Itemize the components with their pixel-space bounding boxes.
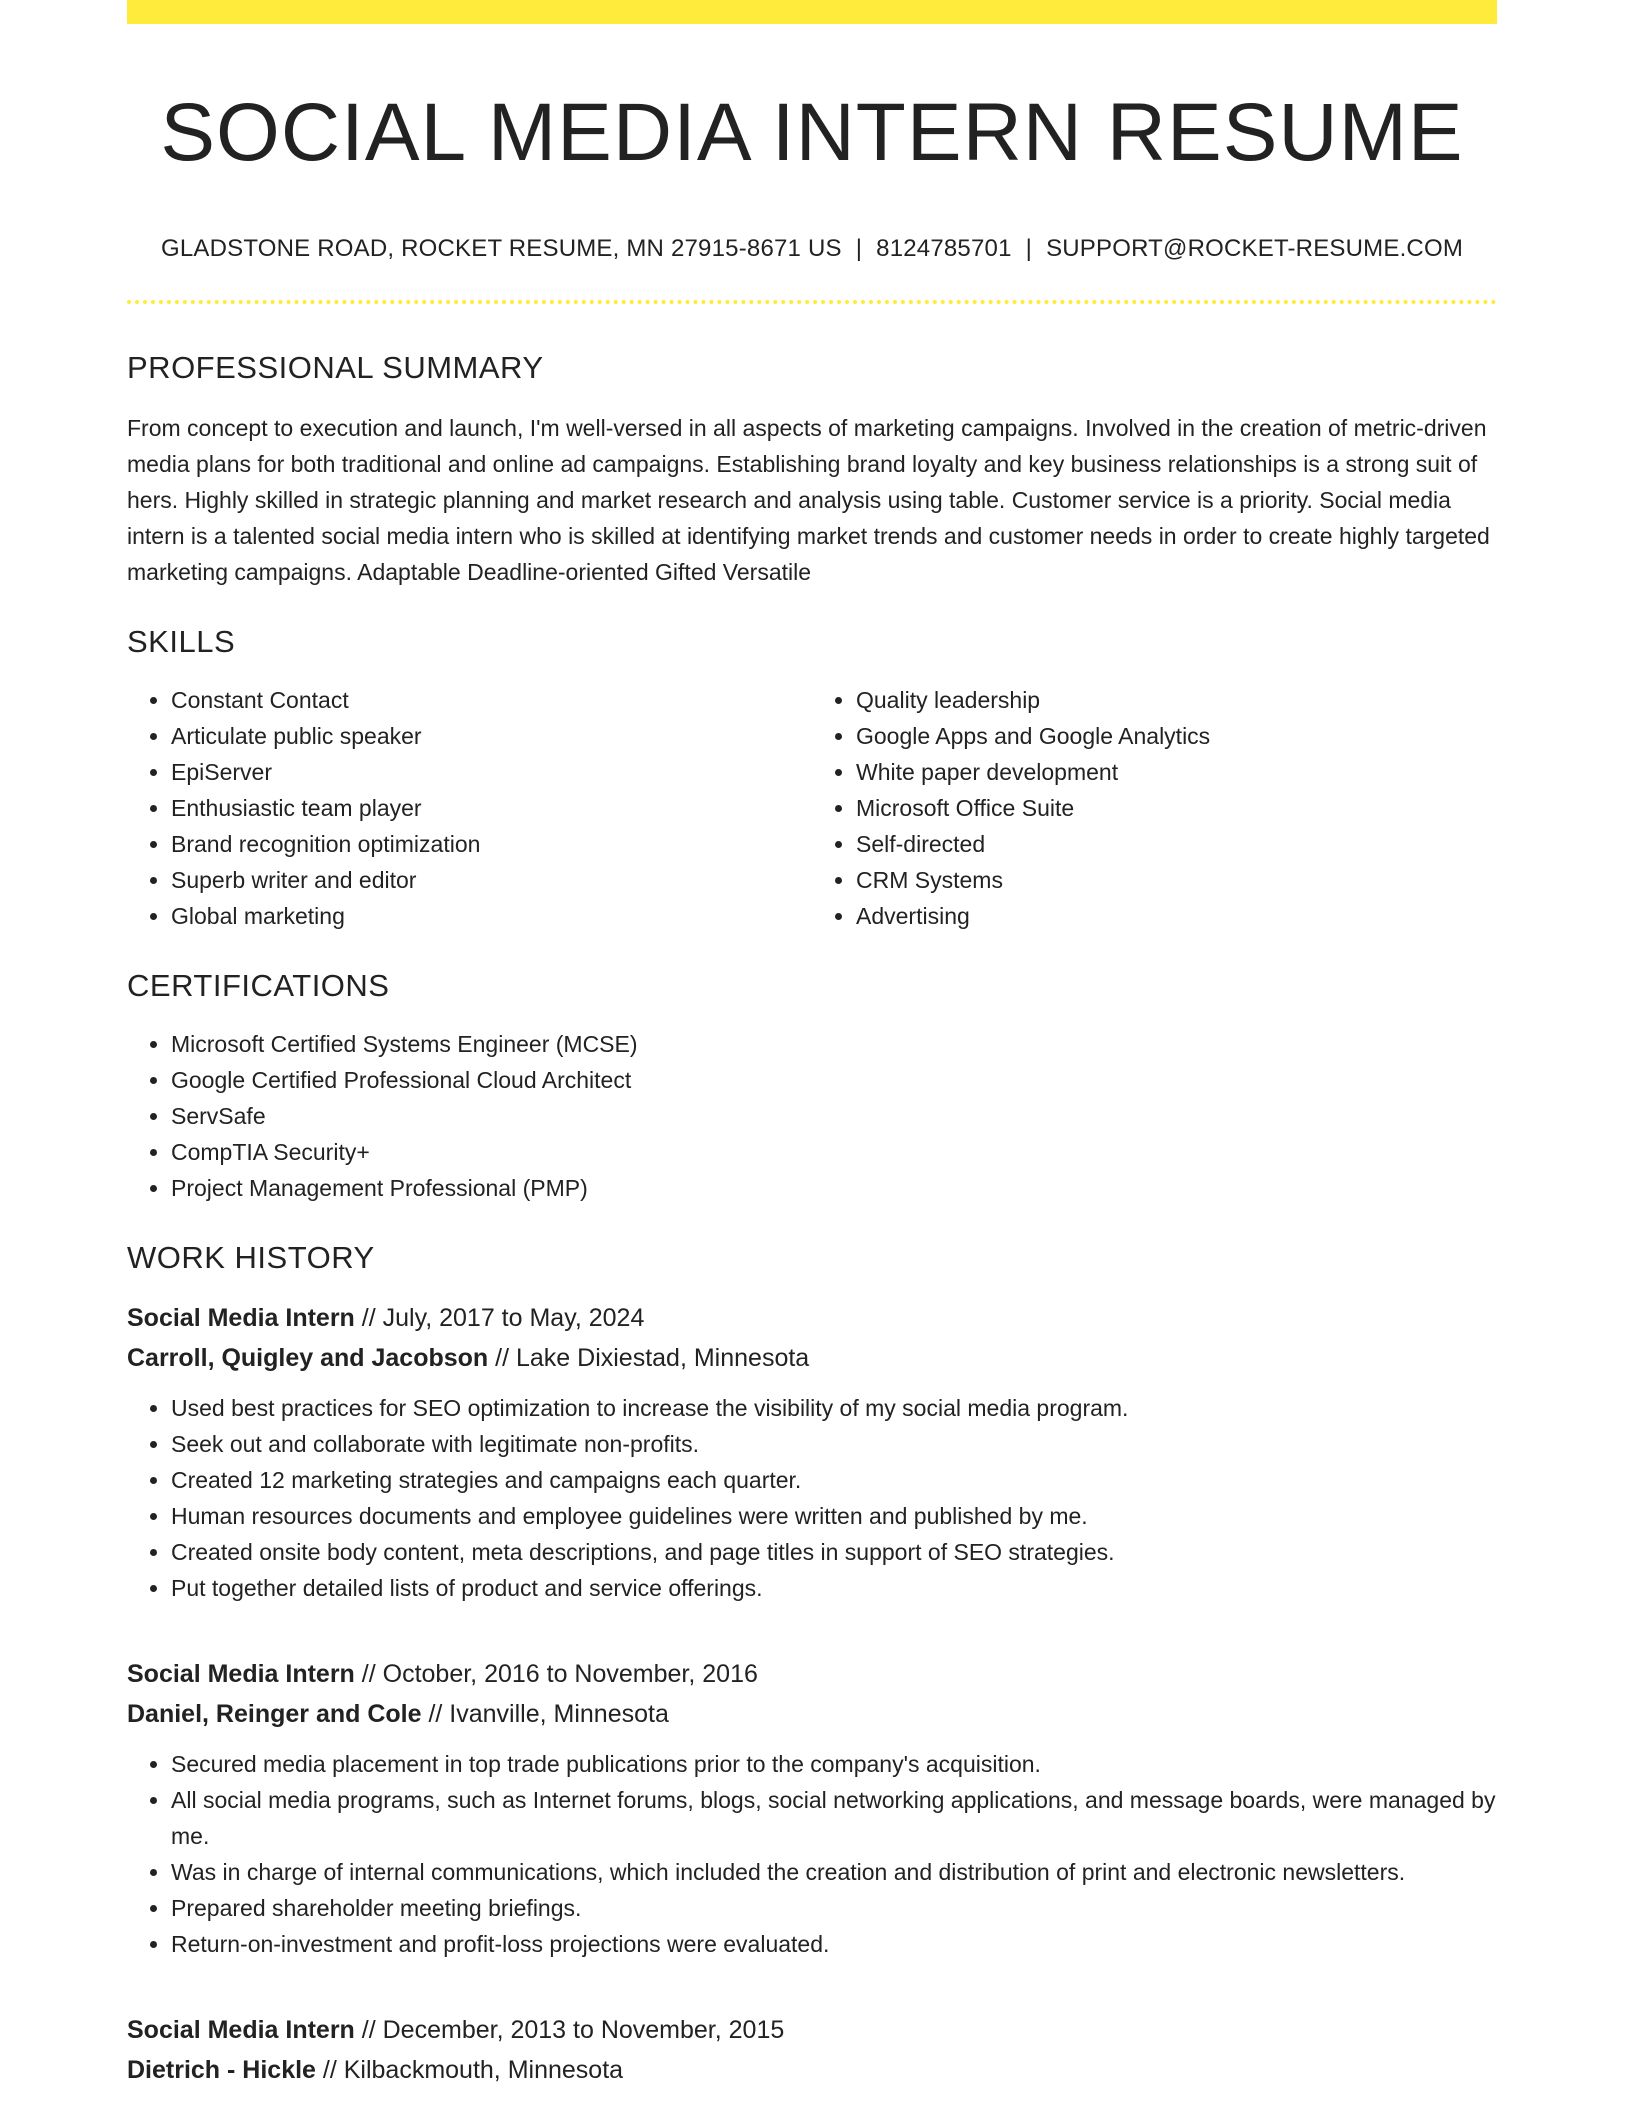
section-title-certifications: CERTIFICATIONS xyxy=(127,968,390,1004)
job-bullets xyxy=(127,1390,1497,1606)
job-entry xyxy=(127,1654,1497,1962)
job-entry xyxy=(127,1298,1497,1606)
skill-item: • Enthusiastic team player xyxy=(171,790,812,826)
job-role: Social Media Intern xyxy=(127,1660,355,1689)
contact-line xyxy=(127,234,1497,264)
job-bullet: • Used best practices for SEO optimization to increase the visibility of my social media program. xyxy=(171,1390,1497,1426)
skill-item: • CRM Systems xyxy=(856,862,1497,898)
job-bullet: • Put together detailed lists of product and service offerings. xyxy=(171,1570,1497,1606)
job-company: Carroll, Quigley and Jacobson xyxy=(127,1344,489,1373)
skill-item: • Constant Contact xyxy=(171,682,812,718)
section-title-skills: SKILLS xyxy=(127,624,236,660)
job-role-line xyxy=(127,1298,1497,1338)
skill-item: • Articulate public speaker xyxy=(171,718,812,754)
certification-item: • Microsoft Certified Systems Engineer (MCSE) xyxy=(171,1026,1497,1062)
job-role-line xyxy=(127,2010,1497,2050)
job-company-line xyxy=(127,2050,1497,2090)
job-company: Daniel, Reinger and Cole xyxy=(127,1700,422,1729)
job-bullet: • Seek out and collaborate with legitimate non-profits. xyxy=(171,1426,1497,1462)
skill-item: • Self-directed xyxy=(856,826,1497,862)
resume-title: SOCIAL MEDIA INTERN RESUME xyxy=(160,87,1464,178)
certifications-list xyxy=(127,1026,1497,1206)
skill-item: • White paper development xyxy=(856,754,1497,790)
contact-address: GLADSTONE ROAD, ROCKET RESUME, MN 27915-8671 US xyxy=(160,235,842,263)
skill-item: • EpiServer xyxy=(171,754,812,790)
job-bullet: • Return-on-investment and profit-loss projections were evaluated. xyxy=(171,1926,1497,1962)
summary-text: From concept to execution and launch, I'm well-versed in all aspects of marketing campaigns. Involved in the creation of metric-driven media plans for both traditional and online ad campaigns. Establishing brand loyalty and key business relationships is a strong suit of hers. Highly skilled in strategic planning and market research and analysis using table. Customer service is a priority. Social media intern is a talented social media intern who is skilled at identifying market trends and customer needs in order to create highly targeted marketing campaigns. Adaptable Deadline-oriented Gifted Versatile xyxy=(127,415,1490,586)
section-title-work-history: WORK HISTORY xyxy=(127,1240,375,1276)
job-dates: // December, 2013 to November, 2015 xyxy=(354,2016,785,2045)
job-location: // Kilbackmouth, Minnesota xyxy=(315,2056,624,2085)
job-role: Social Media Intern xyxy=(127,1304,355,1333)
skills-list-left xyxy=(127,682,812,934)
skill-item: • Quality leadership xyxy=(856,682,1497,718)
job-location: // Ivanville, Minnesota xyxy=(421,1700,669,1729)
certification-item: • ServSafe xyxy=(171,1098,1497,1134)
job-bullet: • Created 12 marketing strategies and campaigns each quarter. xyxy=(171,1462,1497,1498)
section-title-summary: PROFESSIONAL SUMMARY xyxy=(127,350,544,386)
job-bullet: • Created onsite body content, meta descriptions, and page titles in support of SEO strategies. xyxy=(171,1534,1497,1570)
contact-phone[interactable]: 8124785701 xyxy=(876,235,1012,263)
job-location: // Lake Dixiestad, Minnesota xyxy=(488,1344,810,1373)
job-bullet: • Prepared shareholder meeting briefings. xyxy=(171,1890,1497,1926)
job-company-line xyxy=(127,1338,1497,1378)
skills-list-right xyxy=(812,682,1497,934)
skills-grid xyxy=(127,682,1497,934)
job-bullets xyxy=(127,1746,1497,1962)
skill-item: • Advertising xyxy=(856,898,1497,934)
job-entry xyxy=(127,2010,1497,2090)
job-company: Dietrich - Hickle xyxy=(127,2056,316,2085)
certification-item: • Project Management Professional (PMP) xyxy=(171,1170,1497,1206)
skill-item: • Google Apps and Google Analytics xyxy=(856,718,1497,754)
job-company-line xyxy=(127,1694,1497,1734)
resume-content xyxy=(127,0,1497,2090)
contact-email[interactable]: SUPPORT@ROCKET-RESUME.COM xyxy=(1046,235,1464,263)
job-role-line xyxy=(127,1654,1497,1694)
job-bullet: • Secured media placement in top trade publications prior to the company's acquisition. xyxy=(171,1746,1497,1782)
certification-item: • Google Certified Professional Cloud Architect xyxy=(171,1062,1497,1098)
skill-item: • Global marketing xyxy=(171,898,812,934)
job-dates: // July, 2017 to May, 2024 xyxy=(354,1304,645,1333)
skill-item: • Microsoft Office Suite xyxy=(856,790,1497,826)
job-bullet: • Human resources documents and employee guidelines were written and published by me. xyxy=(171,1498,1497,1534)
dotted-divider xyxy=(127,300,1497,304)
job-role: Social Media Intern xyxy=(127,2016,355,2045)
contact-separator: | xyxy=(1025,235,1033,263)
skill-item: • Brand recognition optimization xyxy=(171,826,812,862)
skill-item: • Superb writer and editor xyxy=(171,862,812,898)
accent-top-bar xyxy=(127,0,1497,24)
certification-item: • CompTIA Security+ xyxy=(171,1134,1497,1170)
work-history-list xyxy=(127,1298,1497,2090)
job-dates: // October, 2016 to November, 2016 xyxy=(354,1660,758,1689)
contact-separator: | xyxy=(855,235,863,263)
job-bullet: • All social media programs, such as Internet forums, blogs, social networking applications, and message boards, were managed by me. xyxy=(171,1782,1497,1854)
job-bullet: • Was in charge of internal communications, which included the creation and distribution of print and electronic newsletters. xyxy=(171,1854,1497,1890)
